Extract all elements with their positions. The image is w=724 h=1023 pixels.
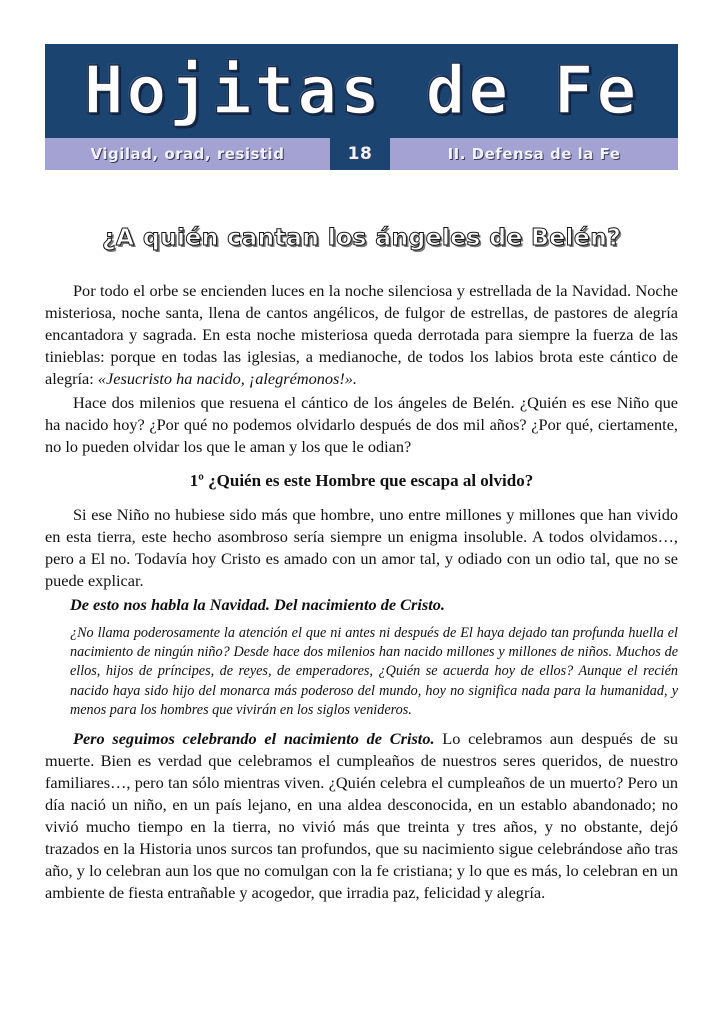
masthead-bar	[45, 138, 678, 170]
publication-title: Hojitas de Fe	[83, 52, 640, 129]
paragraph-3: Si ese Niño no hubiese sido más que hombre, uno entre millones y millones que han vivido en esta tierra, este hecho asombroso sería siempre un enigma insoluble. A todos olvidamos…, pero a El no. Todavía hoy Cristo es amado con un amor tal, y odiado con un odio tal, que no se puede explicar.	[45, 505, 678, 590]
motto: Vigilad, orad, resistid	[45, 138, 330, 170]
article-body	[45, 280, 678, 904]
block-quote: ¿No llama poderosamente la atención el que ni antes ni después de El haya dejado tan profunda huella el nacimiento de ningún niño? Desde hace dos milenios han nacido millones y millones de niños. Muchos de ellos, hijos de príncipes, de reyes, de emperadores, ¿Quién se acuerda hoy de ellos? Aunque el recién nacido haya sido hijo del monarca más poderoso del mundo, hoy no significa nada para la humanidad, y menos para los hombres que vivirán en los siglos venideros.	[70, 625, 678, 718]
section-label: II. Defensa de la Fe	[390, 138, 678, 170]
article-title: ¿A quién cantan los ángeles de Belén?	[101, 222, 622, 251]
paragraph-4-text: Lo celebramos aun después de su muerte. Bien es verdad que celebramos el cumpleaños de nuestros seres queridos, de nuestro familiares…, pero tan sólo mientras viven. ¿Quién celebra el cumpleaños de un muerto? Pero un día nació un niño, en un país lejano, en una aldea desconocida, en un establo abandonado; no vivió mucho tiempo en la tierra, no vivió más que treinta y tres años, y no obstante, dejó trazados en la Historia unos surcos tan profundos, que su nacimiento sigue celebrándose año tras año, y lo celebran aun los que no comulgan con la fe cristiana; y lo que es más, lo celebran en un ambiente de fiesta entrañable y acogedor, que irradia paz, felicidad y alegría.	[45, 729, 678, 903]
paragraph-4	[45, 728, 678, 904]
issue-number: 18	[347, 144, 373, 164]
paragraph-4-lead: Pero seguimos celebrando el nacimiento de Cristo.	[73, 729, 435, 749]
masthead	[45, 44, 678, 170]
subheading: De esto nos habla la Navidad. Del nacimiento de Cristo.	[70, 595, 445, 614]
paragraph-1-quote: «Jesucristo ha nacido, ¡alegrémonos!».	[97, 369, 357, 388]
paragraph-1-text: Por todo el orbe se encienden luces en la noche silenciosa y estrellada de la Navidad. Noche misteriosa, noche santa, llena de cantos angélicos, de fulgor de estrellas, de pastores de alegría encantadora y sagrada. En esta noche misteriosa queda derrotada para siempre la fuerza de las tinieblas: porque en todas las iglesias, a medianoche, de todos los labios brota este cántico de alegría:	[45, 281, 678, 388]
section-heading: 1º ¿Quién es este Hombre que escapa al olvido?	[189, 471, 534, 490]
paragraph-2: Hace dos milenios que resuena el cántico de los ángeles de Belén. ¿Quién es ese Niño que ha nacido hoy? ¿Por qué no podemos olvidarlo después de dos mil años? ¿Por qué, ciertamente, no lo pueden olvidar los que le aman y los que le odian?	[45, 393, 678, 456]
paragraph-1	[45, 280, 678, 390]
